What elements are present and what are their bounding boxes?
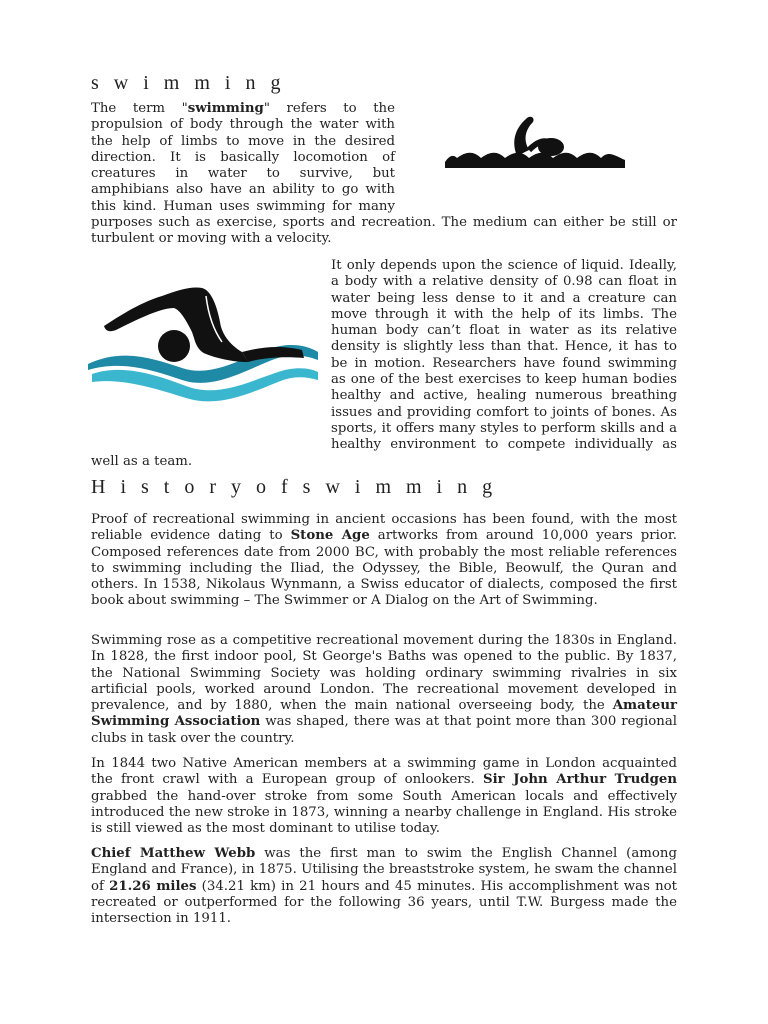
text-run: Proof of recreational swimming in ancient occasions has been found, with the most reliable evidence dating to (91, 512, 677, 544)
text-run: was the first man to swim the English Channel (among England and France), in 1875. Utilising the breaststroke system, he swam the channel of (91, 846, 677, 894)
bold-term: 21.26 miles (109, 878, 197, 894)
image-spacer (91, 258, 331, 438)
section-heading: H i s t o r y o f s w i m m i n g (91, 476, 498, 498)
body-paragraph (91, 258, 677, 470)
text-run: Swimming rose as a competitive recreational movement during the 1830s in England. In 1828, the first indoor pool, St George's Baths was opened to the public. By 1837, the National Swimming Society was holding ordinary swimming rivalries in six artificial pools, worked around London. The recreational movement developed in prevalence, and by 1880, when the main national overseeing body, the (91, 633, 677, 714)
page-title: s w i m m i n g (91, 72, 286, 94)
text-run: In 1844 two Native American members at a swimming game in London acquainted the front crawl with a European group of onlookers. (91, 756, 677, 788)
history-paragraph-1 (91, 512, 677, 610)
bold-term: swimming (187, 101, 264, 116)
text-run: The term " (91, 101, 188, 116)
history-paragraph-2 (91, 633, 677, 747)
history-paragraph-3 (91, 756, 677, 837)
intro-paragraph (91, 101, 677, 248)
text-run: (34.21 km) in 21 hours and 45 minutes. His accomplishment was not recreated or outperformed for the following 36 years, until T.W. Burgess made the intersection in 1911. (91, 878, 678, 927)
text-run: " refers to the propulsion of body through the water with the help of limbs to move in the desired direction. It is basically locomotion of creatures in water to survive, but amphibians also have an ability to go with this kind. Human uses swimming for many purposes such as exercise, sports and recreation. The medium can either be still or turbulent or moving with a velocity. (91, 101, 677, 247)
text-run: It only depends upon the science of liquid. Ideally, a body with a relative density of 0.98 can float in water being less dense to it and a creature can move through it with the help of its limbs. The human body can’t float in water as its relative density is slightly less than that. Hence, it has to be in motion. Researchers have found swimming as one of the best exercises to keep human bodies healthy and active, healing numerous breathing issues and providing comfort to joints of bones. As sports, it offers many styles to perform skills and a healthy environment to compete individually as well as a team. (91, 258, 677, 469)
image-spacer (395, 101, 677, 213)
bold-term: Stone Age (290, 528, 370, 544)
history-paragraph-4 (91, 846, 677, 927)
text-run: was shaped, there was at that point more than 300 regional clubs in task over the country. (91, 714, 677, 746)
bold-term: Chief Matthew Webb (91, 846, 256, 861)
bold-term: Sir John Arthur Trudgen (482, 772, 677, 788)
text-run: artworks from around 10,000 years prior. Composed references date from 2000 BC, with probably the most reliable references to swimming including the Iliad, the Odyssey, the Bible, Beowulf, the Quran and others. In 1538, Nikolaus Wynmann, a Swiss educator of dialects, composed the first book about swimming – The Swimmer or A Dialog on the Art of Swimming. (91, 528, 677, 609)
text-run: grabbed the hand-over stroke from some South American locals and effectively introduced the new stroke in 1873, winning a nearby challenge in England. His stroke is still viewed as the most dominant to utilise today. (91, 788, 677, 837)
bold-term: Amateur Swimming Association (91, 698, 677, 730)
